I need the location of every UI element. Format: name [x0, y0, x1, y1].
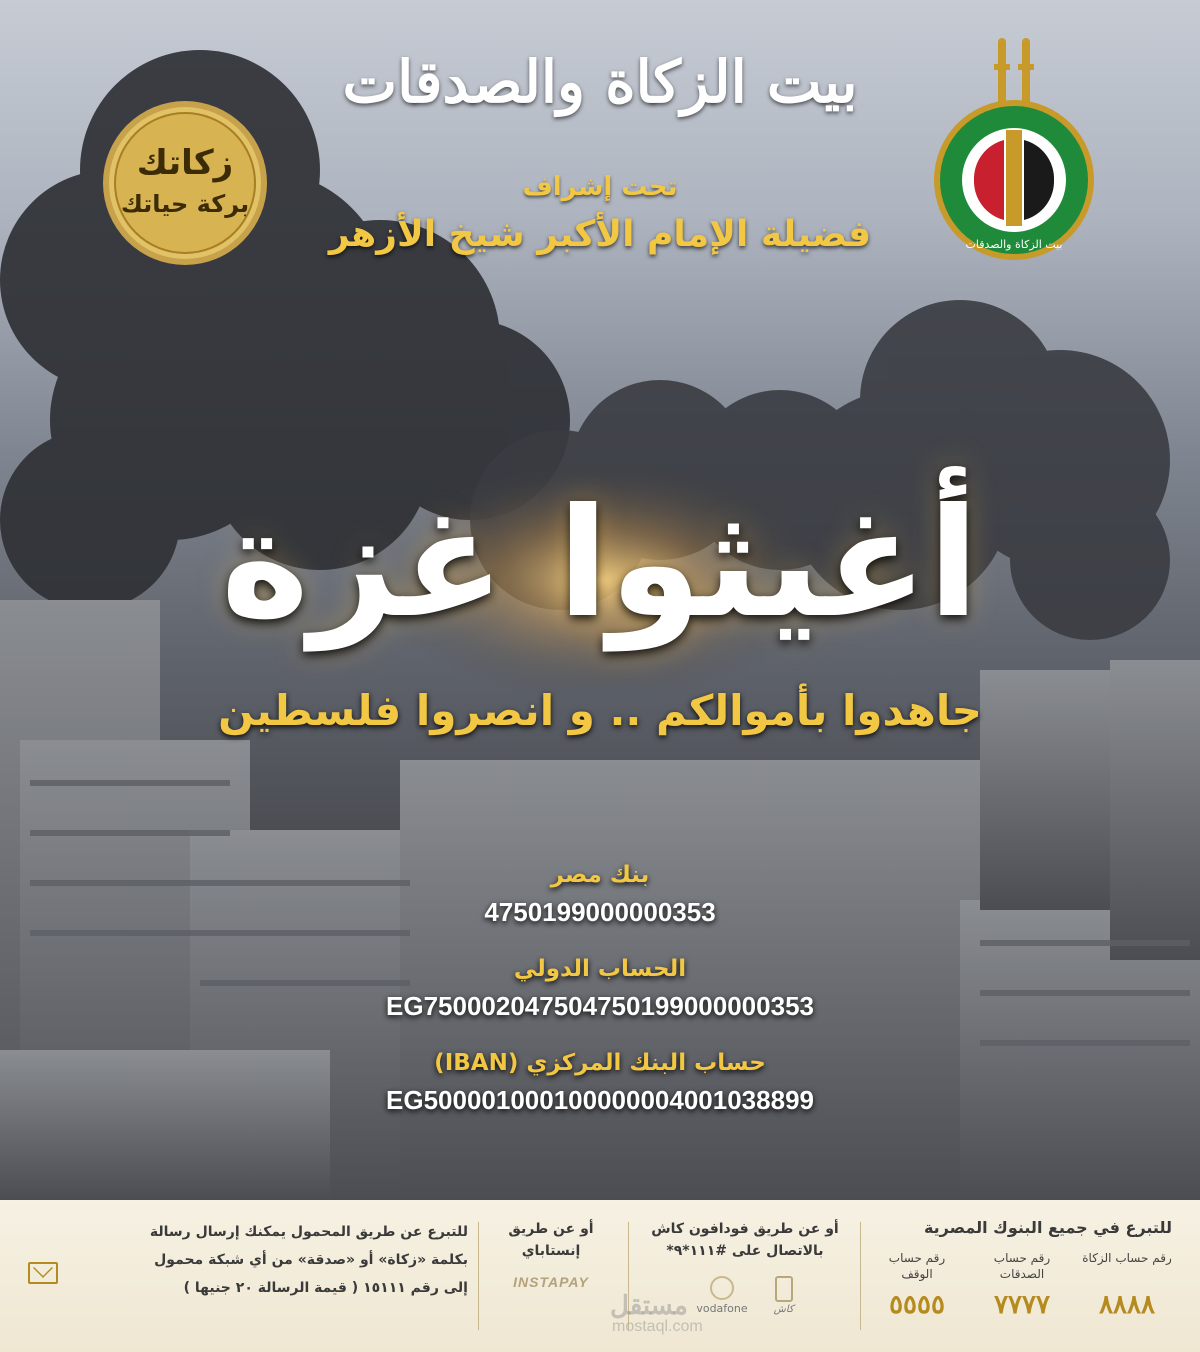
- footer-divider: [478, 1222, 479, 1330]
- central-bank-iban: EG500001000100000004001038899: [386, 1085, 814, 1115]
- account-number: ٨٨٨٨: [1099, 1290, 1155, 1320]
- phone-icon: [775, 1276, 793, 1302]
- org-logo: [928, 34, 1100, 264]
- slogan-seal-line1: زكاتك: [136, 143, 234, 183]
- sms-column: [28, 1218, 468, 1336]
- vodafone-icon: [710, 1276, 734, 1300]
- instapay-column: [486, 1218, 616, 1336]
- vodafone-brand: vodafone: [696, 1302, 748, 1315]
- org-logo-text: بيت الزكاة والصدقات: [965, 238, 1063, 251]
- cash-logo: [774, 1276, 794, 1315]
- watermark-url: mostaql.com: [612, 1318, 703, 1335]
- main-headline: أغيثوا غزة: [220, 477, 980, 651]
- donation-footer: [0, 1200, 1200, 1352]
- international-account-label: الحساب الدولي: [513, 956, 687, 982]
- account-label: رقم حساب الصدقات: [993, 1251, 1051, 1281]
- patron-title: فضيلة الإمام الأكبر شيخ الأزهر: [328, 214, 872, 255]
- vodafone-logo: [696, 1276, 747, 1315]
- watermark: مستقل: [610, 1290, 688, 1320]
- international-account-number: EG750002047504750199000000353: [386, 991, 814, 1021]
- central-bank-block: [300, 1046, 900, 1120]
- main-subline: جاهدوا بأموالكم .. و انصروا فلسطين: [218, 686, 982, 735]
- sms-line3: إلى رقم ١٥١١١ ( قيمة الرسالة ٢٠ جنيها ): [183, 1280, 468, 1296]
- bank-misr-block: [300, 858, 900, 932]
- supervision-label: تحت إشراف: [522, 172, 678, 202]
- org-title: بيت الزكاة والصدقات: [342, 48, 858, 116]
- bank-misr-number: 4750199000000353: [484, 897, 716, 927]
- account-item: [1082, 1250, 1172, 1320]
- account-list: [872, 1250, 1172, 1320]
- instapay-line1: أو عن طريق: [508, 1221, 594, 1237]
- central-bank-label: حساب البنك المركزي (IBAN): [434, 1050, 766, 1076]
- account-number: ٥٥٥٥: [889, 1290, 945, 1320]
- account-label: رقم حساب الزكاة: [1082, 1251, 1172, 1265]
- sms-line1: للتبرع عن طريق المحمول يمكنك إرسال رسالة: [149, 1224, 468, 1240]
- cash-brand: كاش: [773, 1304, 794, 1315]
- slogan-seal: [100, 98, 270, 268]
- slogan-seal-line2: بركة حياتك: [120, 190, 250, 218]
- sms-line2: بكلمة «زكاة» أو «صدقة» من أي شبكة محمول: [154, 1252, 468, 1268]
- international-account-block: [300, 952, 900, 1026]
- banks-column: [872, 1218, 1172, 1336]
- envelope-icon: [28, 1262, 58, 1284]
- vodafone-line1: أو عن طريق فودافون كاش: [651, 1221, 839, 1237]
- account-label: رقم حساب الوقف: [888, 1251, 946, 1281]
- instapay-logo: INSTAPAY: [513, 1274, 589, 1290]
- account-item: [977, 1250, 1067, 1320]
- account-number: ٧٧٧٧: [994, 1290, 1050, 1320]
- banks-title: للتبرع في جميع البنوك المصرية: [923, 1218, 1172, 1237]
- footer-divider: [860, 1222, 861, 1330]
- bank-misr-label: بنك مصر: [550, 862, 650, 888]
- vodafone-line2: بالاتصال على #١١١*٩*: [666, 1243, 824, 1259]
- account-item: [872, 1250, 962, 1320]
- instapay-line2: إنستاباي: [521, 1243, 581, 1259]
